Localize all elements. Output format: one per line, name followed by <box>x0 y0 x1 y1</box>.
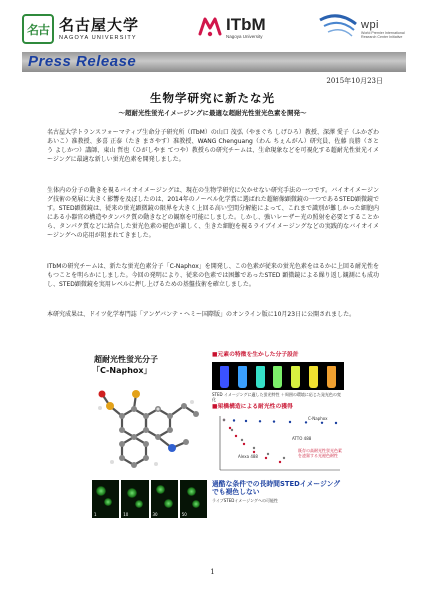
wpi-swoosh-icon <box>318 12 358 46</box>
nagoya-university-name-en: NAGOYA UNIVERSITY <box>59 35 137 41</box>
research-figure <box>92 352 344 520</box>
c-naphox-molecule-image <box>92 376 204 478</box>
release-date: 2015年10月23日 <box>326 77 383 85</box>
alexa-series-label: Alexa 488 <box>238 454 258 459</box>
nagoya-university-logo <box>22 12 139 46</box>
itbm-emblem-icon <box>197 14 223 40</box>
wpi-subtitle: World Premier International Research Center Initiative <box>361 30 405 39</box>
frame-label: 30 <box>152 512 158 517</box>
press-release-banner <box>22 52 406 72</box>
document-subtitle: ～超耐光性蛍光イメージングに最適な超耐光性蛍光色素を開発～ <box>118 109 307 117</box>
figure-left-panel <box>92 352 207 520</box>
wpi-name: wpi <box>361 18 380 31</box>
frame-label: 50 <box>181 512 187 517</box>
microscopy-frame <box>121 480 148 518</box>
paragraph-3: ITbMの研究チームは、新たな蛍光色素分子「C-Naphox」を開発し、この色素が従来の蛍光色素をはるかに上回る耐光性をもつことを明らかにしました。今回の発明により、従来の色素では困難であったSTED 顕微鏡による繰り返し観測にも成功し、STED顕微鏡を実用レベルに押し上げるための基盤技術を確立しました。 <box>47 263 379 288</box>
itbm-name: ITbM <box>226 14 266 34</box>
nagoya-university-emblem-icon: 名古 <box>22 14 54 44</box>
figure-bottom-text <box>212 480 344 503</box>
paragraph-4: 本研究成果は、ドイツ化学専門誌「アンゲバンテ・ヘミー国際版」のオンライン版に10月23日に公開されました。 <box>47 311 356 318</box>
document-title: 生物学研究に新たな光 <box>150 91 275 105</box>
press-release-title: Press Release <box>28 53 137 70</box>
wpi-logo <box>318 12 415 46</box>
photostability-heading: ■架橋構造による耐光性の獲得 <box>212 404 293 410</box>
microscopy-time-series <box>92 480 207 518</box>
atto-series-label: ATTO 488 <box>292 436 312 441</box>
figure-title-line2: 「C-Naphox」 <box>92 366 152 375</box>
microscopy-frame <box>151 480 178 518</box>
frame-label: 10 <box>123 512 129 517</box>
long-sted-heading: 過酷な条件での長時間STEDイメージングでも褪色しない <box>212 480 341 496</box>
microscopy-frame <box>180 480 207 518</box>
figure-title-line1: 超耐光性蛍光分子 <box>94 355 158 364</box>
paragraph-2: 生体内の分子の動きを視るバイオイメージングは、現在の生物学研究に欠かせない研究手法の一つです。バイオイメージング技術の発展に大きく影響を及ぼしたのは、2014年のノーベル化学賞に選ばれた超解像顕微鏡の一つであるSTED顕微鏡です。STED顕微鏡は、従来の蛍光顕微鏡の限界を大きく上回る高い空間分解能によって、これまで識別が難しかった細胞内にある小器官の構造やタンパク質の動きなどの観察を可能にしました。しかし、強いレーザー光の照射を必要とすることから、タンパク質などに結合した蛍光色素の褪色が激しく、生きた細胞を視るライブイメージングなどの実践的なバイオイメージングへの応用が阻まれてきました。 <box>47 187 379 239</box>
photostability-graph <box>212 412 344 476</box>
graph-note: 既存の高耐光性蛍光色素を凌駕する光褪色耐性 <box>298 448 342 458</box>
itbm-logo <box>197 14 266 40</box>
frame-label: 1 <box>94 512 97 517</box>
molecular-design-heading: ■元素の特徴を生かした分子設計 <box>212 352 299 358</box>
page-number: 1 <box>210 568 215 576</box>
nagoya-university-name-jp: 名古屋大学 <box>59 16 140 34</box>
fluorescent-vials-image <box>212 362 344 390</box>
vial-caption: STED イメージングに適した蛍光特性 ＋周囲の環境に応じた発光色の変化 <box>212 392 341 402</box>
header-logos <box>22 12 406 48</box>
live-sted-caption: ライブSTEDイメージングへの可能性 <box>212 498 279 503</box>
paragraph-1: 名古屋大学トランスフォーマティブ生命分子研究所（ITbM）の山口 茂弘（やまぐち しげひろ）教授、深澤 愛子（ふかざわ あいこ）准教授、多喜 正泰（たき まさやす）准教授、WANG Chenguang（わん ちぇんがん）研究員、佐藤 良勝（さとう よしかつ）講師、東山 哲也（ひがしやま てつや）教授らの研究チームは、生命現象などを可視化する超耐光性蛍光イメージングに最適な新しい蛍光色素を開発しました。 <box>47 129 379 163</box>
itbm-subtitle: Nagoya University <box>226 33 263 39</box>
figure-right-panel <box>212 352 344 520</box>
microscopy-frame <box>92 480 119 518</box>
c-naphox-series-label: C-Naphox <box>308 416 328 421</box>
